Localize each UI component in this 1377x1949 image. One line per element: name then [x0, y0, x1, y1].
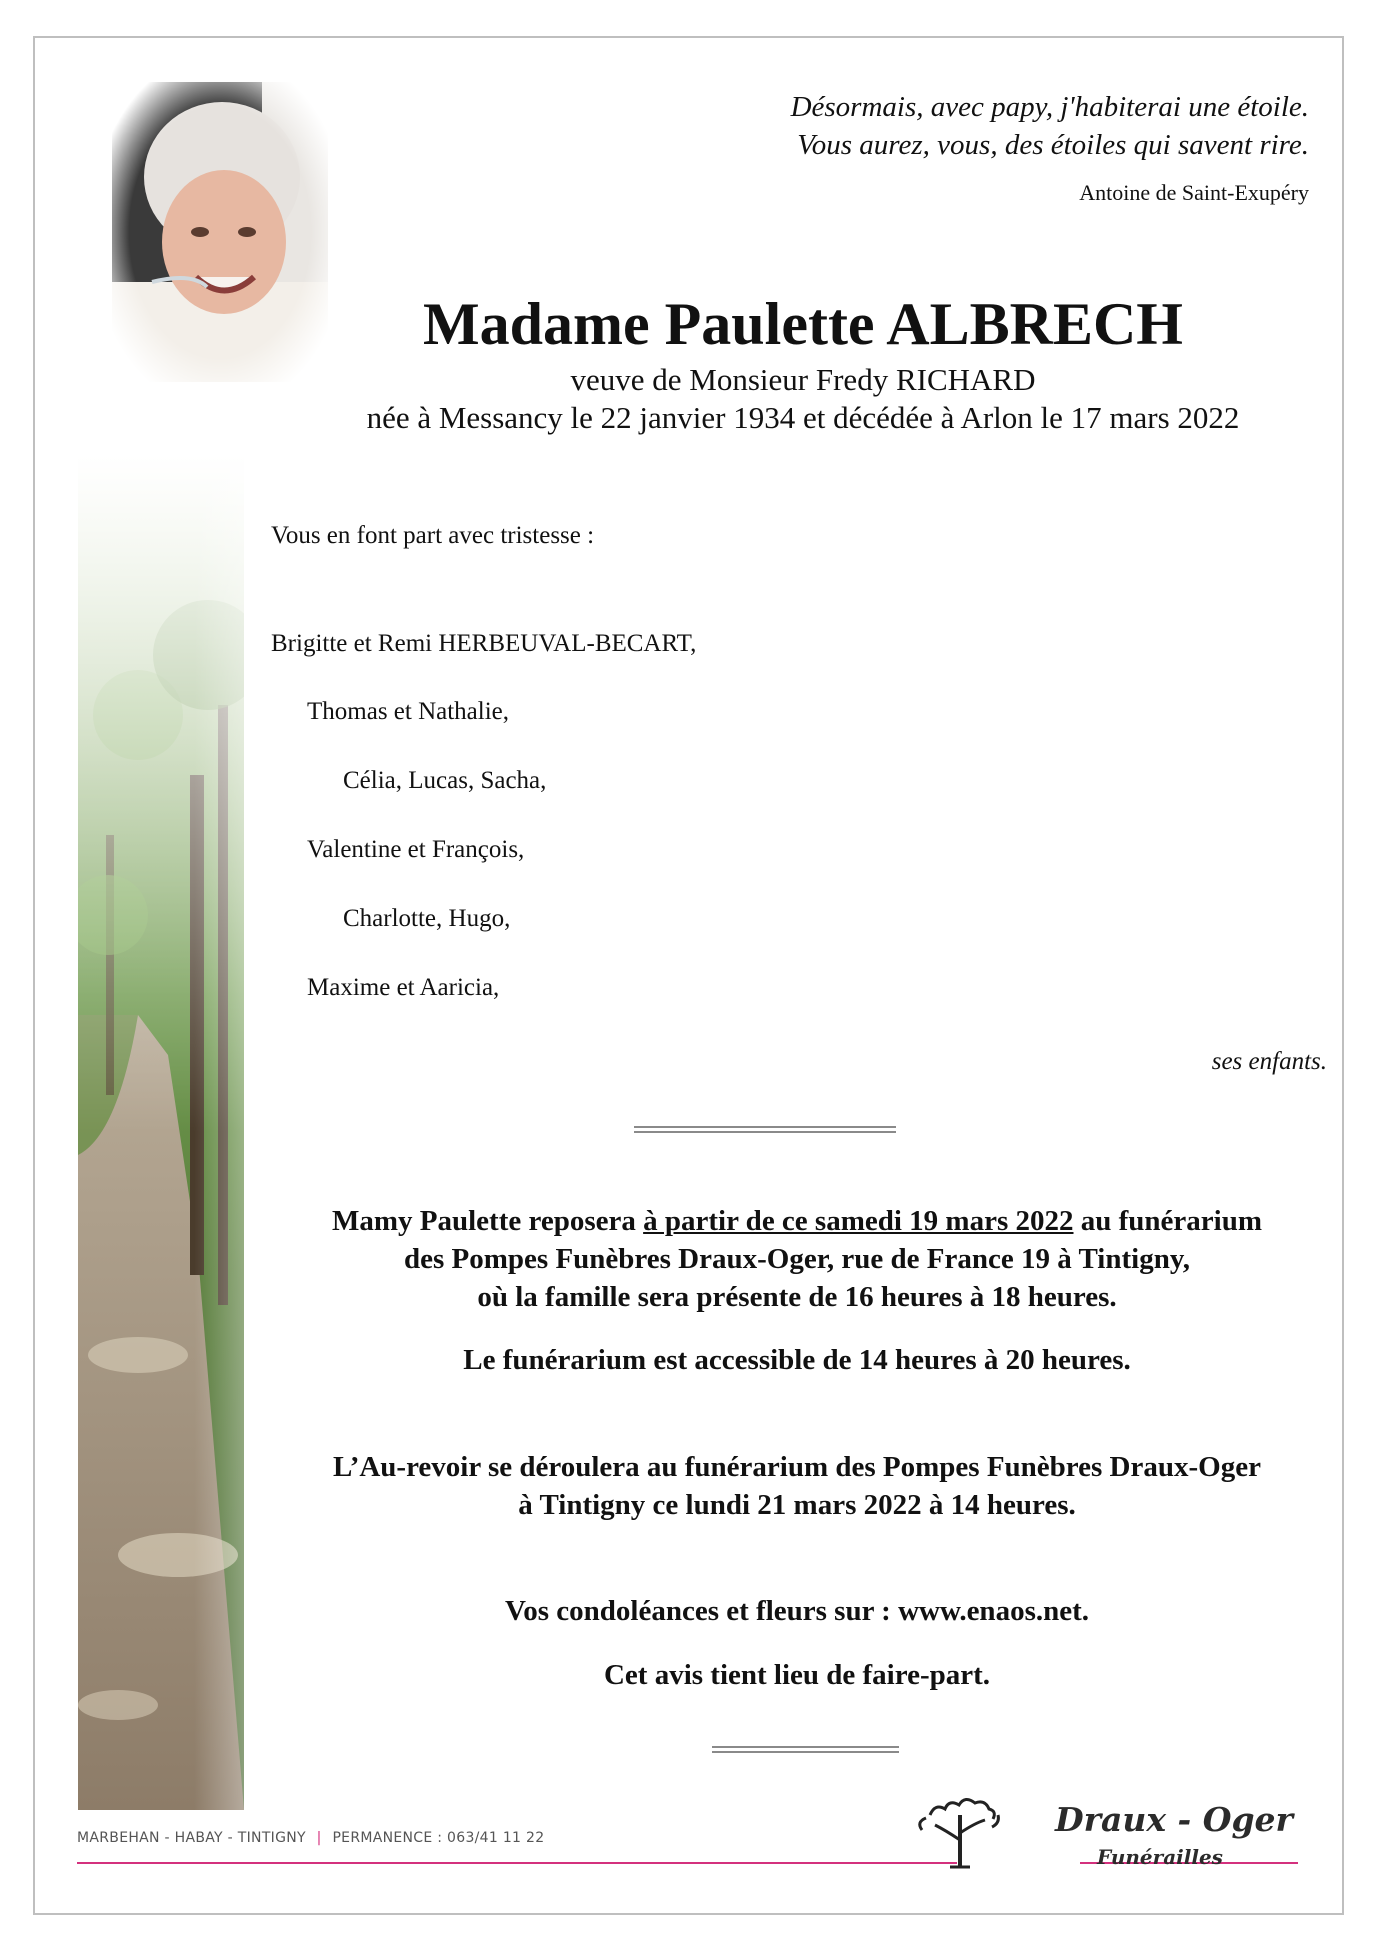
family-member-2: Thomas et Nathalie, [307, 698, 510, 725]
deceased-name: Madame Paulette ALBRECH [423, 291, 1183, 357]
family-member-4: Valentine et François, [307, 836, 525, 863]
access-hours: Le funérarium est accessible de 14 heures à 20 heures. [463, 1344, 1131, 1376]
quote-line-1: Désormais, avec papy, j'habiterai une étoile. [790, 91, 1309, 123]
quote-author: Antoine de Saint-Exupéry [1079, 180, 1309, 205]
resting-line-1: Mamy Paulette reposera à partir de ce samedi 19 mars 2022 au funérarium [332, 1205, 1262, 1237]
farewell-line-2: à Tintigny ce lundi 21 mars 2022 à 14 heures. [518, 1489, 1076, 1521]
separator-line [634, 1126, 896, 1133]
resting-line-3: où la famille sera présente de 16 heures à 18 heures. [477, 1281, 1117, 1313]
family-member-1: Brigitte et Remi HERBEUVAL-BECART, [271, 630, 697, 657]
forest-path-image [78, 455, 244, 1810]
family-member-3: Célia, Lucas, Sacha, [343, 767, 547, 794]
separator-line-bottom [712, 1746, 899, 1753]
farewell-info [260, 1448, 1334, 1524]
quote-line-2: Vous aurez, vous, des étoiles qui savent rire. [797, 129, 1309, 161]
family-member-6: Maxime et Aaricia, [307, 974, 500, 1001]
notice-line: Cet avis tient lieu de faire-part. [603, 1659, 991, 1691]
footer-permanence: PERMANENCE : 063/41 11 22 [332, 1830, 545, 1846]
resting-line-2: des Pompes Funèbres Draux-Oger, rue de France 19 à Tintigny, [404, 1243, 1190, 1275]
birth-death-line: née à Messancy le 22 janvier 1934 et décédée à Arlon le 17 mars 2022 [366, 400, 1240, 435]
farewell-line-1: L’Au-revoir se déroulera au funérarium des Pompes Funèbres Draux-Oger [333, 1451, 1261, 1483]
brand-name: Draux - Oger [1055, 1800, 1293, 1839]
widow-of-line: veuve de Monsieur Fredy RICHARD [570, 362, 1036, 397]
family-member-5: Charlotte, Hugo, [343, 905, 511, 932]
footer-contact [77, 1830, 544, 1846]
announcement-intro: Vous en font part avec tristesse : [271, 522, 595, 549]
resting-info [260, 1202, 1334, 1316]
footer-locations: MARBEHAN - HABAY - TINTIGNY [77, 1830, 306, 1846]
quote-text [791, 88, 1309, 164]
relation-label: ses enfants. [1211, 1048, 1327, 1075]
resting-date: à partir de ce samedi 19 mars 2022 [643, 1205, 1074, 1237]
footer-separator: | [316, 1830, 322, 1846]
brand-subtitle: Funérailles [1097, 1845, 1223, 1869]
footer-accent-line [77, 1862, 957, 1864]
tree-logo-icon [910, 1785, 1010, 1870]
condolences-line: Vos condoléances et fleurs sur : www.enaos.net. [504, 1595, 1090, 1627]
